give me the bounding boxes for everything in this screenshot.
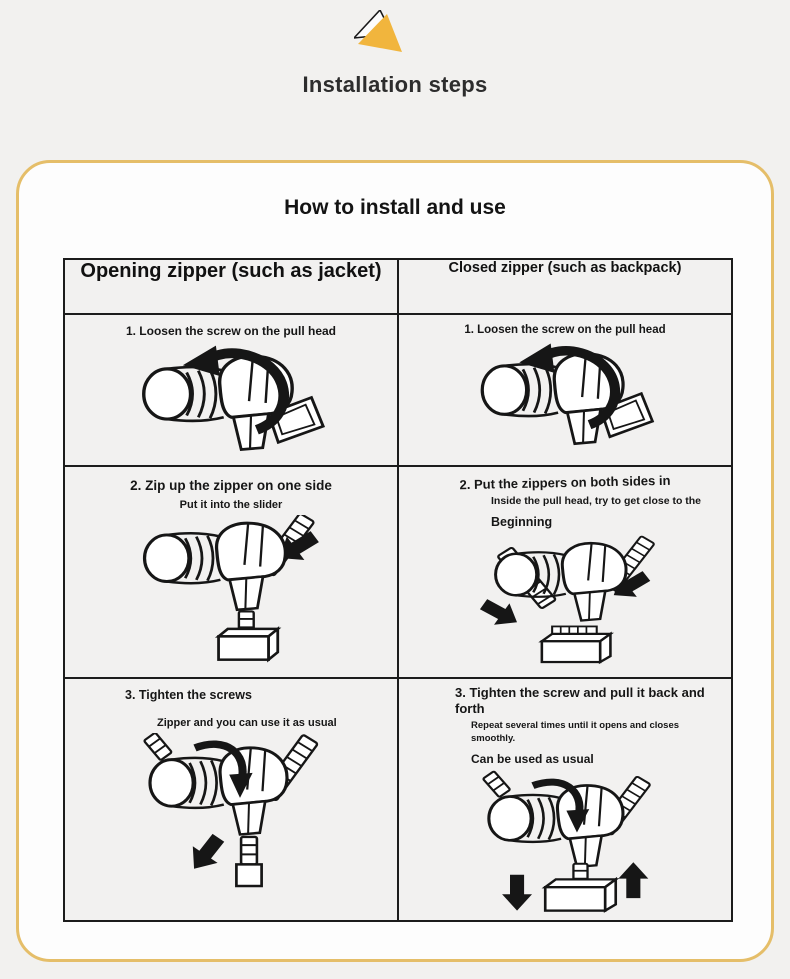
cell-content xyxy=(399,467,731,677)
table-header-row xyxy=(64,259,732,314)
step-subtitle: Zipper and you can use it as usual xyxy=(157,717,337,729)
cell-content xyxy=(65,315,397,465)
cell-content xyxy=(399,315,731,465)
step-title: 1. Loosen the screw on the pull head xyxy=(125,324,337,338)
cell-content xyxy=(65,467,397,677)
table-row-step1 xyxy=(64,314,732,466)
step-subtitle-2: Can be used as usual xyxy=(471,751,594,766)
step-title: 1. Loosen the screw on the pull head xyxy=(464,324,666,336)
step-title: 3. Tighten the screws xyxy=(125,688,252,702)
zipper-insert-both-sides-illustration-icon xyxy=(475,533,655,665)
step-subtitle: Repeat several times until it opens and closes smoothly. xyxy=(471,720,680,744)
page-title: Installation steps xyxy=(302,72,488,97)
step-title: 3. Tighten the screw and pull it back and forth xyxy=(455,685,705,716)
step-subtitle: Inside the pull head, try to get close to the xyxy=(491,495,702,507)
install-panel xyxy=(16,160,774,962)
cell-content xyxy=(65,679,397,920)
step-subtitle-2: Beginning xyxy=(491,515,553,530)
step-subtitle: Put it into the slider xyxy=(179,499,283,511)
cell-step1-closed xyxy=(398,314,732,466)
yellow-triangle-logo-icon xyxy=(354,10,418,60)
cell-content xyxy=(399,679,731,920)
table-row-step2 xyxy=(64,466,732,678)
cell-step2-opening xyxy=(64,466,398,678)
cell-step3-closed xyxy=(398,678,732,921)
zipper-slider-unscrew-illustration-icon xyxy=(134,342,329,454)
zipper-insert-one-side-illustration-icon xyxy=(139,515,324,663)
cell-step3-opening xyxy=(64,678,398,921)
zipper-slider-unscrew-illustration-icon xyxy=(473,340,658,448)
panel-heading: How to install and use xyxy=(284,196,506,219)
install-steps-table xyxy=(63,258,733,922)
step-title: 2. Put the zippers on both sides in xyxy=(459,472,671,493)
zipper-tighten-screws-illustration-icon xyxy=(141,733,321,891)
cell-step1-opening xyxy=(64,314,398,466)
step-title: 2. Zip up the zipper on one side xyxy=(130,478,332,493)
column-header-opening-zipper: Opening zipper (such as jacket) xyxy=(64,259,398,314)
zipper-tighten-pull-back-forth-illustration-icon xyxy=(473,770,658,920)
column-header-closed-zipper: Closed zipper (such as backpack) xyxy=(398,259,732,314)
cell-step2-closed xyxy=(398,466,732,678)
table-row-step3 xyxy=(64,678,732,921)
